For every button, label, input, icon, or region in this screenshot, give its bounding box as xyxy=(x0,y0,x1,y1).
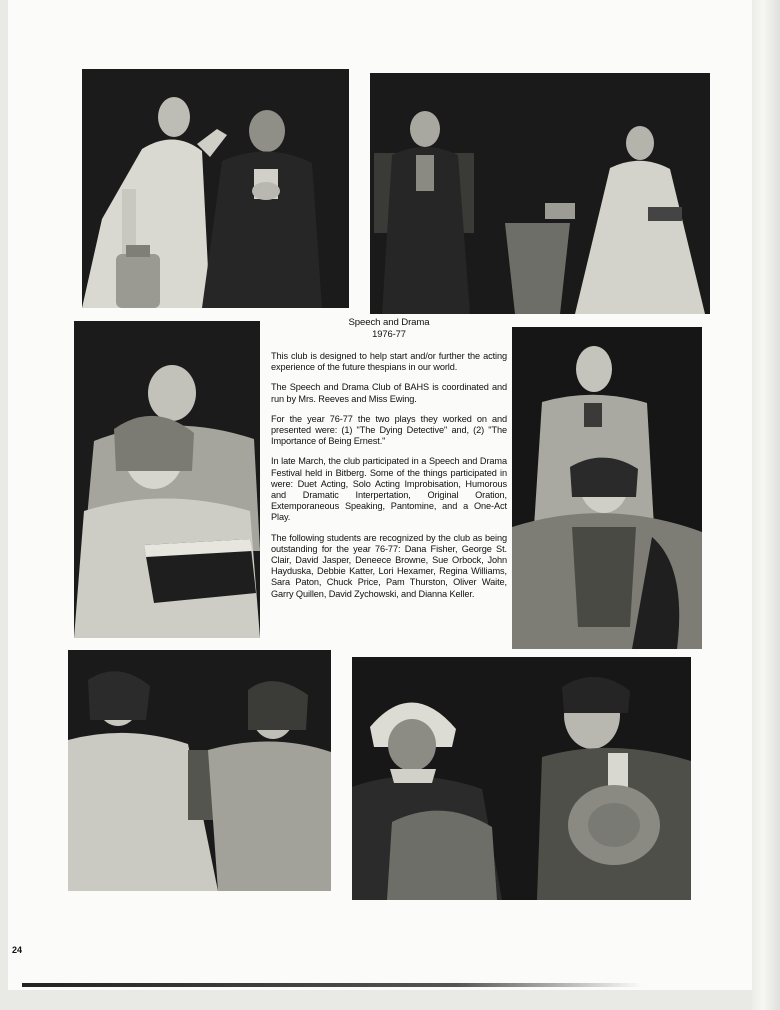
article-paragraph-festival: In late March, the club participated in a Speech and Drama Festival held in Bitberg. Some of the things participated in were: Duet Acting, Solo Acting Improbisation, Humorous and Dramatic Interpertation, Original Oration, Extemporaneous Speaking, Pantomine, and a One-Act Play. xyxy=(271,456,507,523)
photo-bonnet-woman-and-man-with-hat xyxy=(352,657,691,900)
article-paragraph-plays: For the year 76-77 the two plays they worked on and presented were: (1) "The Dying Detective" and, (2) "The Importance of Being Ernest." xyxy=(271,413,507,447)
article-paragraph-students: The following students are recognized by the club as being outstanding for the year 76-77: Dana Fisher, George St. Clair, David Jasper, Deneece Browne, Sue Orbock, John Hayduska, Debbie Katter, Lori Hexamer, Regina Williams, Sara Paton, Chuck Price, Pam Thurston, Oliver Waite, Garry Quillen, David Zychowski, and Dianna Keller. xyxy=(271,532,507,599)
article-paragraph-purpose: This club is designed to help start and/or further the acting experience of the future thespians in our world. xyxy=(271,351,507,373)
photo-two-women-seated xyxy=(370,73,710,314)
article-title: Speech and Drama xyxy=(348,317,430,328)
photo-two-men-scene xyxy=(82,69,349,308)
photo-man-standing-woman-seated xyxy=(512,327,702,649)
photo-couple-with-book xyxy=(74,321,260,638)
bottom-rule xyxy=(22,983,642,987)
page-number: 24 xyxy=(12,945,23,955)
article-paragraph-coordinators: The Speech and Drama Club of BAHS is coordinated and run by Mrs. Reeves and Miss Ewing. xyxy=(271,382,507,404)
photo-woman-and-man-talking xyxy=(68,650,331,891)
page-edge-shadow xyxy=(752,0,780,1010)
speech-and-drama-article xyxy=(271,317,507,609)
article-years: 1976-77 xyxy=(372,328,406,339)
